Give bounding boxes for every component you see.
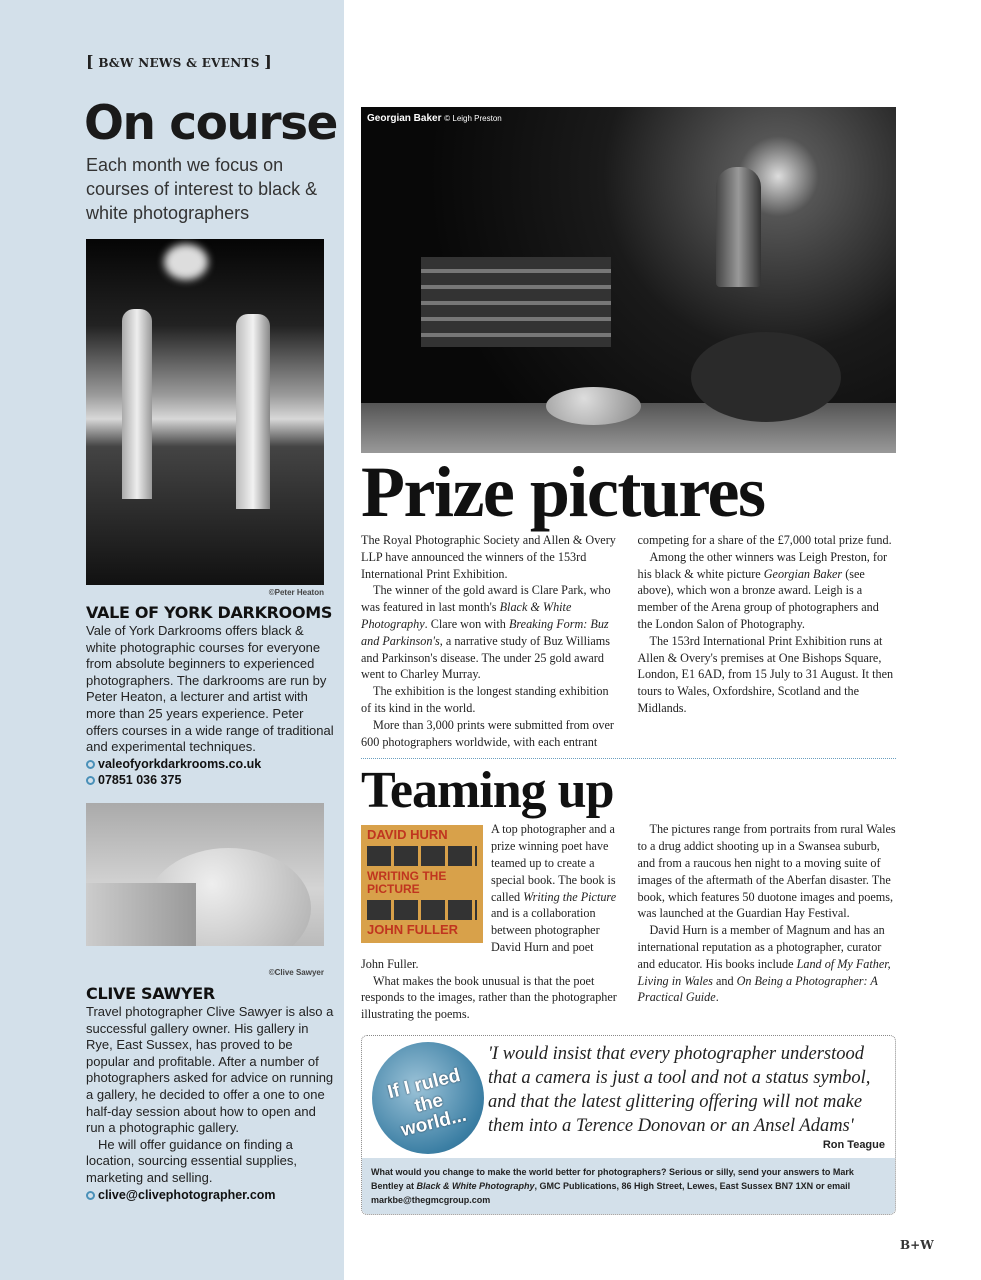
paragraph: David Hurn is a member of Magnum and has an international reputation as a photographer, curator and educator. His books include Land of My Father, Living in Wales and On Being a Photographer: A Practical Guide. (637, 923, 891, 1005)
quote-footer: What would you change to make the world better for photographers? Serious or silly, send your answers to Mark Bentley at Black & White Photography, GMC Publications, 86 High Street, Lewes, East Sussex BN7 1XN or email markbe@thegmcgroup.com (362, 1158, 895, 1214)
email-link-text[interactable]: clive@clivephotographer.com (98, 1187, 276, 1202)
course-heading: VALE OF YORK DARKROOMS (86, 603, 333, 622)
course-body: Vale of York Darkrooms offers black & white photographic courses for everyone from absolute beginners to experienced photographers. The darkrooms are run by Peter Heaton, a lecturer and artist with more than 25 years experience. Peter offers courses in a wide range of traditional and experimental techniques. (86, 623, 334, 755)
paragraph: The Royal Photographic Society and Allen & Overy LLP have announced the winners of the 153rd International Print Exhibition. (361, 533, 616, 581)
bullet-icon (86, 776, 95, 785)
phone-link[interactable] (86, 772, 334, 789)
paragraph: The 153rd International Print Exhibition runs at Allen & Overy's premises at One Bishops Square, London, E1 6AD, from 15 July to 31 August. It then tours to Wales, Oxfordshire, Scotland and the Midlands. (637, 633, 894, 715)
photo-caption (367, 113, 502, 124)
paragraph: The winner of the gold award is Clare Park, who was featured in last month's Black & White Photography. Clare won with Breaking Form: Buz and Parkinson's, a narrative study of Buz Williams and Parkinson's disease. The under 25 gold award went to Charley Murray. (361, 583, 611, 682)
georgian-baker-photo (361, 107, 896, 453)
photo-credit: ©Peter Heaton (268, 588, 324, 597)
photo-credit: ©Clive Sawyer (268, 968, 324, 977)
paragraph: A top photographer and a prize winning poet have teamed up to create a special book. The book is called Writing the Picture and is a collaboration between photographer David Hurn and poet John Fuller. (361, 822, 617, 971)
section-divider (361, 758, 896, 759)
book-cover (361, 825, 483, 943)
book-title: WRITING THE PICTURE (367, 869, 447, 897)
section-tag-label: B&W NEWS & EVENTS (98, 56, 260, 70)
paragraph: Among the other winners was Leigh Preston, for his black & white picture Georgian Baker (see above), which won a bronze award. Leigh is a member of the Arena group of photographers and the London Salon of Photography. (637, 549, 888, 631)
sidebar-subtitle: Each month we focus on courses of interest to black & white photographers (86, 155, 318, 223)
course-body-p2: He will offer guidance on finding a location, sourcing essential supplies, marketing and selling. (86, 1136, 298, 1185)
paragraph: The exhibition is the longest standing exhibition of its kind in the world. (361, 684, 609, 715)
course-block-vale (86, 603, 334, 789)
course-body-p1: Travel photographer Clive Sawyer is also a successful gallery owner. His gallery in Rye, East Sussex, has proved to be popular and profitable. After a number of photographers asked for advice on running a gallery, he decided to offer a one to one half-day session about how to open and run a photographic gallery. (86, 1004, 334, 1136)
book-author-top: DAVID HURN (367, 827, 448, 843)
website-link-text[interactable]: valeofyorkdarkrooms.co.uk (98, 756, 262, 771)
dome-photo (86, 803, 324, 946)
main-articles (361, 452, 896, 1215)
quote-author: Ron Teague (822, 1138, 885, 1151)
website-link[interactable] (86, 756, 334, 773)
globe-icon (372, 1042, 484, 1154)
quote-text: 'I would insist that every photographer understood that a camera is just a tool and not a status symbol, and that the latest glittering offering will not make them into a Terence Donovan or an Ansel Adams' (488, 1043, 871, 1136)
prize-columns (361, 532, 896, 750)
book-author-bottom: JOHN FULLER (367, 922, 458, 938)
bullet-icon (86, 760, 95, 769)
sidebar-title: On course (84, 96, 337, 151)
course-block-clive (86, 984, 334, 1203)
course-heading: CLIVE SAWYER (86, 984, 215, 1003)
teaming-columns (361, 821, 896, 1023)
paragraph: The pictures range from portraits from rural Wales to a drug addict shooting up in a Swansea suburb, and from a raucous hen night to a moving suite of images of the aftermath of the Aberfan disaster. The book, which features 50 duotone images and poems, was launched at the Guardian Hay Festival. (637, 822, 896, 921)
if-i-ruled-the-world-box (361, 1035, 896, 1215)
columns-photo (86, 239, 324, 585)
phone-link-text[interactable]: 07851 036 375 (98, 773, 182, 788)
bullet-icon (86, 1191, 95, 1200)
quote-body (488, 1036, 895, 1158)
photo-title: Georgian Baker (367, 113, 442, 124)
photo-credit: © Leigh Preston (444, 114, 502, 123)
article-title-prize: Prize pictures (361, 452, 765, 532)
paragraph: What makes the book unusual is that the poet responds to the images, rather than the photographer illustrating the poems. (361, 973, 617, 1022)
page-folio: B+W (900, 1238, 934, 1252)
section-tag: [ B&W NEWS & EVENTS ] (86, 52, 273, 71)
paragraph: More than 3,000 prints were submitted from over 600 photographers worldwide, with each entrant competing for a share of the £7,000 total prize fund. (361, 533, 892, 749)
article-title-teaming: Teaming up (361, 762, 614, 820)
email-link[interactable] (86, 1187, 334, 1204)
badge-text: If I ruled the world... (385, 1064, 469, 1142)
